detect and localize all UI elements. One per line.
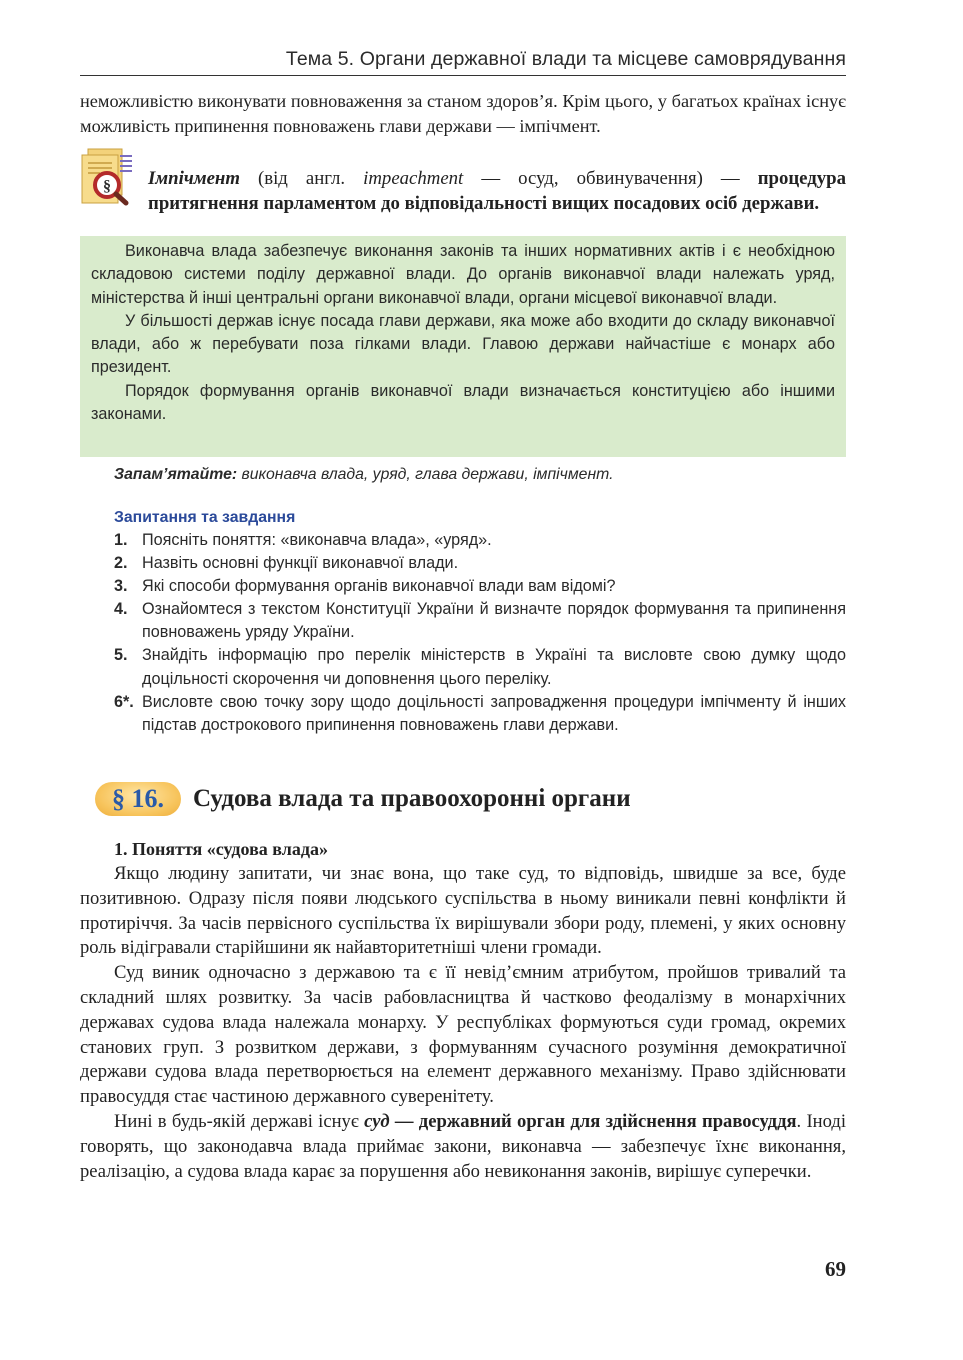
body-text-run: . Іноді говорять, що законодавча влада приймає закони, виконавча — забезпечує їхнє виконання, реалізацію, а судова влада карає за порушення або невиконання законів, вирішує суперечки. (80, 1110, 847, 1182)
body-text-run: Нині в будь-якій державі існує (114, 1110, 365, 1132)
remember-text: виконавча влада, уряд, глава держави, імпічмент. (237, 466, 614, 483)
questions-block (114, 507, 846, 737)
remember-label: Запам’ятайте: (114, 466, 238, 483)
question-number: 5. (114, 646, 128, 665)
section-heading (95, 780, 835, 818)
section-number: § 16. (112, 784, 164, 813)
header-rule (80, 75, 846, 76)
question-item (114, 529, 846, 552)
question-text: Знайдіть інформацію про перелік міністерств в Україні та висловте свою думку щодо доцільності скорочення чи доповнення цього переліку. (142, 646, 846, 688)
question-item (114, 691, 846, 737)
svg-text:§: § (103, 178, 111, 195)
summary-paragraph: У більшості держав існує посада глави держави, яка може або входити до складу виконавчої влади, або ж перебувати поза гілками влади. Главою держави найчастіше є монарх або президент. (91, 311, 835, 377)
body-dash: — (389, 1110, 419, 1132)
body-term-definition: державний орган для здійснення правосуддя (418, 1110, 797, 1132)
question-text: Висловте свою точку зору щодо доцільності запровадження процедури імпічменту й інших підстав дострокового припинення повноважень глави держави. (142, 692, 846, 734)
definition-origin-word: impeachment (363, 167, 464, 189)
summary-box (80, 236, 846, 457)
summary-paragraph: Порядок формування органів виконавчої влади визначається конституцією або іншими законами. (91, 381, 835, 424)
question-number: 3. (114, 577, 128, 596)
question-text: Назвіть основні функції виконавчої влади. (142, 554, 459, 573)
remember-line (114, 466, 846, 484)
section-title: Судова влада та правоохоронні органи (193, 785, 631, 812)
question-item (114, 644, 846, 690)
question-number: 1. (114, 531, 128, 549)
body-text (80, 862, 846, 1184)
question-text: Ознайомтеся з текстом Конституції України й визначте порядок формування та припинення повноважень уряду України. (142, 600, 846, 642)
summary-paragraph: Виконавча влада забезпечує виконання законів та інших нормативних актів і є необхідною складовою системи поділу державної влади. До органів виконавчої влади належать уряд, міністерства й інші центральні органи виконавчої влади, органи місцевої виконавчої влади. (91, 242, 835, 307)
question-number: 6*. (114, 692, 134, 711)
body-paragraph: Якщо людину запитати, чи знає вона, що таке суд, то відповідь, швидше за все, буде позитивною. Одразу після появи людського суспільства в ньому виникали певні конфлікти й протиріччя. За часів первісного суспільства їх вирішували збори роду, племені, у яких основну роль відігравали старійшини як найавторитетніші члени громади. (80, 863, 846, 959)
definition-block (80, 147, 846, 235)
running-head: Тема 5. Органи державної влади та місцеве самоврядування (285, 48, 846, 70)
question-number: 4. (114, 600, 128, 619)
definition-text (148, 166, 846, 216)
intro-paragraph: неможливістю виконувати повноваження за станом здоров’я. Крім цього, у багатьох країнах існує можливість припинення повноважень глави держави — імпічмент. (80, 91, 846, 136)
definition-meaning: процедура притягнення парламентом до відповідальності вищих посадових осіб держави. (148, 167, 846, 214)
questions-title: Запитання та завдання (114, 509, 296, 526)
body-paragraph (80, 1110, 846, 1184)
question-item (114, 575, 846, 598)
subsection-title: 1. Поняття «судова влада» (114, 839, 328, 859)
law-document-magnifier-icon (80, 147, 136, 207)
definition-term: Імпічмент (148, 167, 240, 189)
question-item (114, 598, 846, 644)
body-paragraph: Суд виник одночасно з державою та є її невід’ємним атрибутом, пройшов тривалий та складний шлях розвитку. За часів рабовласництва й частково феодалізму в монархічних державах судова влада належала монарху. У республіках формуються суди громад, окремих станових груп. З розвитком держави, з формуванням сучасного розуміння демократичної держави судова влада перетворюється на елемент державного механізму. Право здійснювати правосуддя стає частиною державного суверенітету. (80, 962, 846, 1108)
definition-origin-close: — осуд, обвинувачення) — (463, 167, 758, 189)
page-number: 69 (825, 1257, 846, 1281)
definition-origin-open: (від англ. (239, 167, 364, 189)
question-number: 2. (114, 554, 128, 573)
question-text: Які способи формування органів виконавчої влади вам відомі? (142, 577, 616, 596)
body-term: суд (364, 1110, 390, 1132)
question-text: Поясніть поняття: «виконавча влада», «уряд». (142, 531, 492, 549)
question-item (114, 552, 846, 575)
